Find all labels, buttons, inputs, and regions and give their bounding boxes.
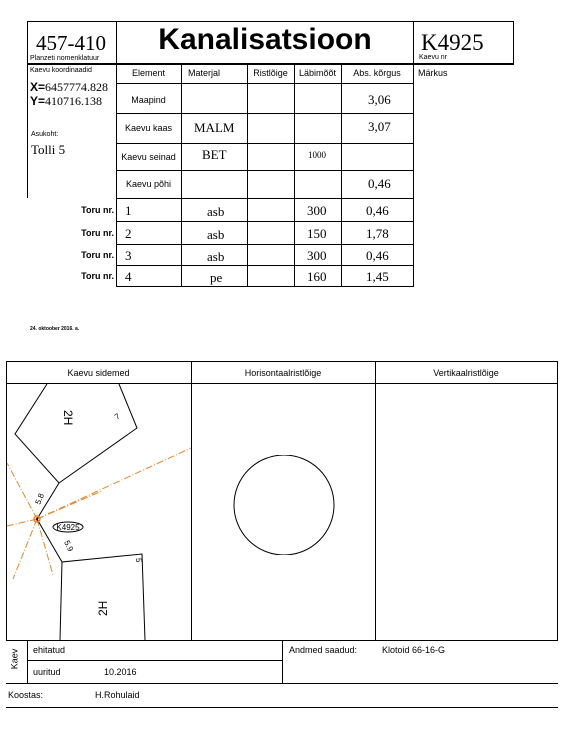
pipe-line xyxy=(7,463,37,519)
well-marker-center xyxy=(36,518,38,520)
building-label: 2H xyxy=(96,600,110,616)
col-header-abs: Abs. kõrgus xyxy=(353,68,401,78)
well-caption: Kaevu nr xyxy=(419,54,448,61)
pipe-label: Toru nr. xyxy=(81,271,114,281)
pipe-number: 1 xyxy=(125,203,132,218)
coords-caption: Kaevu koordinaadid xyxy=(30,67,92,74)
pipe-number: 4 xyxy=(125,269,132,284)
location-value: Tolli 5 xyxy=(31,142,66,157)
building-number: 7 xyxy=(112,411,122,422)
well-cross-section xyxy=(234,455,334,555)
col-header-material: Materjal xyxy=(188,68,221,78)
pipe-abs: 0,46 xyxy=(366,203,389,218)
section-header-horizontal: Horisontaalristlõige xyxy=(244,368,322,378)
x-coordinate: X=6457774.828 xyxy=(30,80,109,94)
pipe-abs: 0,46 xyxy=(366,248,389,263)
well-id: K4925 xyxy=(421,30,484,55)
row-element-label: Maapind xyxy=(131,95,166,105)
pipe-label: Toru nr. xyxy=(81,228,114,238)
col-header-cross: Ristlõige xyxy=(253,68,288,78)
col-header-element: Element xyxy=(131,68,166,78)
building-outline xyxy=(60,554,145,640)
pipe-material: asb xyxy=(207,204,225,219)
distance-label: 5.9 xyxy=(62,539,76,553)
page-title: Kanalisatsioon xyxy=(158,23,372,56)
building-outline xyxy=(15,384,137,483)
pipe-line xyxy=(7,519,37,526)
plan-number: 457-410 xyxy=(36,31,106,55)
row-element-label: Kaevu seinad xyxy=(121,152,176,162)
pipe-line xyxy=(37,448,191,519)
pipe-number: 2 xyxy=(125,226,132,241)
horizontal-section-drawing xyxy=(232,455,337,555)
col-header-diameter: Läbimõõt xyxy=(298,68,337,78)
source-label: Andmed saadud: xyxy=(289,645,358,655)
plan-caption: Planzeti nomenklatuur xyxy=(30,55,100,62)
building-number: 5 xyxy=(134,558,143,563)
row-material-value: BET xyxy=(202,147,227,162)
pipe-label: Toru nr. xyxy=(81,250,114,260)
pipe-line xyxy=(13,519,37,579)
pipe-material: asb xyxy=(207,249,225,264)
pipe-diameter: 160 xyxy=(307,269,327,284)
row-abs-value: 3,06 xyxy=(368,92,391,107)
pipe-label: Toru nr. xyxy=(81,205,114,215)
pipe-number: 3 xyxy=(125,248,132,263)
pipe-diameter: 300 xyxy=(307,248,327,263)
row-abs-value: 0,46 xyxy=(368,176,391,191)
pipe-line xyxy=(37,491,102,519)
section-header-vertical: Vertikaalristlõige xyxy=(433,368,499,378)
kaev-label: Kaev xyxy=(9,648,20,670)
site-sketch-map xyxy=(7,384,191,640)
pipe-diameter: 300 xyxy=(307,203,327,218)
pipe-abs: 1,78 xyxy=(366,226,389,241)
pipe-abs: 1,45 xyxy=(366,269,389,284)
y-coordinate: Y=410716.138 xyxy=(30,94,103,108)
author-label: Koostas: xyxy=(8,690,44,700)
pipe-material: pe xyxy=(210,270,223,285)
pipe-material: asb xyxy=(207,227,225,242)
building-label: 2H xyxy=(61,410,75,426)
row-diameter-value: 1000 xyxy=(308,150,326,160)
row-element-label: Kaevu põhi xyxy=(125,179,172,189)
row-abs-value: 3,07 xyxy=(368,119,391,134)
source-value: Klotoid 66-16-G xyxy=(382,645,446,655)
section-header-links: Kaevu sidemed xyxy=(67,368,130,378)
col-header-note: Märkus xyxy=(418,68,448,78)
location-caption: Asukoht: xyxy=(31,131,59,138)
date-note: 24. oktoober 2016. a. xyxy=(30,326,80,332)
row-material-value: MALM xyxy=(194,120,235,135)
status-label: ehitatud xyxy=(33,645,66,655)
distance-label: 5.8 xyxy=(33,492,47,506)
pipe-diameter: 150 xyxy=(307,226,327,241)
author-value: H.Rohulaid xyxy=(95,690,140,700)
pipe-line xyxy=(37,519,53,575)
row-element-label: Kaevu kaas xyxy=(124,123,173,133)
measured-value: 10.2016 xyxy=(104,667,137,677)
well-tag: K4925 xyxy=(56,523,80,532)
measured-label: uuritud xyxy=(33,667,61,677)
